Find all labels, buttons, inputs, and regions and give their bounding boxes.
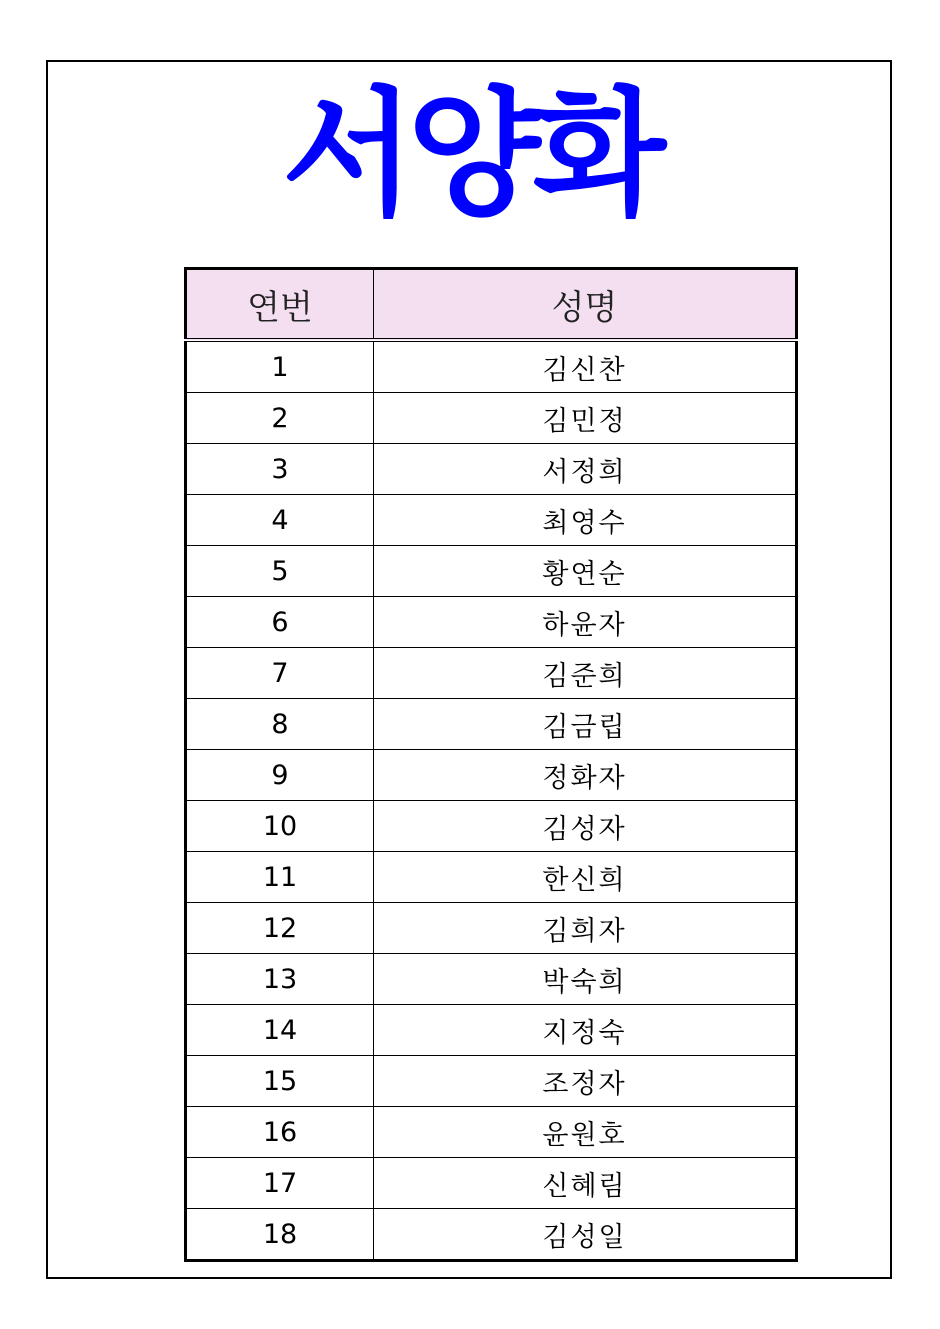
roster-body xyxy=(186,340,797,1261)
row-name: 김신찬 xyxy=(374,340,797,393)
row-name: 김성일 xyxy=(374,1209,797,1261)
row-name: 김성자 xyxy=(374,801,797,852)
row-number: 17 xyxy=(186,1158,374,1209)
table-row xyxy=(186,699,797,750)
row-number: 8 xyxy=(186,699,374,750)
row-number: 13 xyxy=(186,954,374,1005)
table-header-row xyxy=(186,269,797,341)
row-number: 15 xyxy=(186,1056,374,1107)
page-title: 서양화 xyxy=(282,74,658,235)
row-number: 16 xyxy=(186,1107,374,1158)
table-row xyxy=(186,1209,797,1261)
row-number: 10 xyxy=(186,801,374,852)
header-number: 연번 xyxy=(186,269,374,341)
row-name: 황연순 xyxy=(374,546,797,597)
row-name: 정화자 xyxy=(374,750,797,801)
row-name: 김민정 xyxy=(374,393,797,444)
row-number: 5 xyxy=(186,546,374,597)
row-number: 4 xyxy=(186,495,374,546)
row-name: 김희자 xyxy=(374,903,797,954)
table-row xyxy=(186,648,797,699)
row-name: 서정희 xyxy=(374,444,797,495)
row-name: 최영수 xyxy=(374,495,797,546)
table-row xyxy=(186,852,797,903)
row-name: 신혜림 xyxy=(374,1158,797,1209)
row-name: 김금립 xyxy=(374,699,797,750)
header-name: 성명 xyxy=(374,269,797,341)
row-number: 2 xyxy=(186,393,374,444)
row-name: 조정자 xyxy=(374,1056,797,1107)
table-row xyxy=(186,340,797,393)
row-number: 12 xyxy=(186,903,374,954)
row-number: 11 xyxy=(186,852,374,903)
row-number: 6 xyxy=(186,597,374,648)
row-number: 1 xyxy=(186,340,374,393)
table-row xyxy=(186,393,797,444)
table-row xyxy=(186,1158,797,1209)
row-number: 9 xyxy=(186,750,374,801)
table-row xyxy=(186,495,797,546)
table-row xyxy=(186,750,797,801)
row-number: 18 xyxy=(186,1209,374,1261)
table-row xyxy=(186,1005,797,1056)
roster-table xyxy=(184,267,798,1262)
row-name: 윤원호 xyxy=(374,1107,797,1158)
table-row xyxy=(186,903,797,954)
row-name: 지정숙 xyxy=(374,1005,797,1056)
table-row xyxy=(186,954,797,1005)
row-name: 김준희 xyxy=(374,648,797,699)
row-number: 7 xyxy=(186,648,374,699)
row-name: 한신희 xyxy=(374,852,797,903)
table-row xyxy=(186,444,797,495)
table-row xyxy=(186,1107,797,1158)
table-row xyxy=(186,1056,797,1107)
row-name: 하윤자 xyxy=(374,597,797,648)
row-number: 14 xyxy=(186,1005,374,1056)
table-row xyxy=(186,546,797,597)
row-number: 3 xyxy=(186,444,374,495)
table-row xyxy=(186,597,797,648)
row-name: 박숙희 xyxy=(374,954,797,1005)
table-row xyxy=(186,801,797,852)
